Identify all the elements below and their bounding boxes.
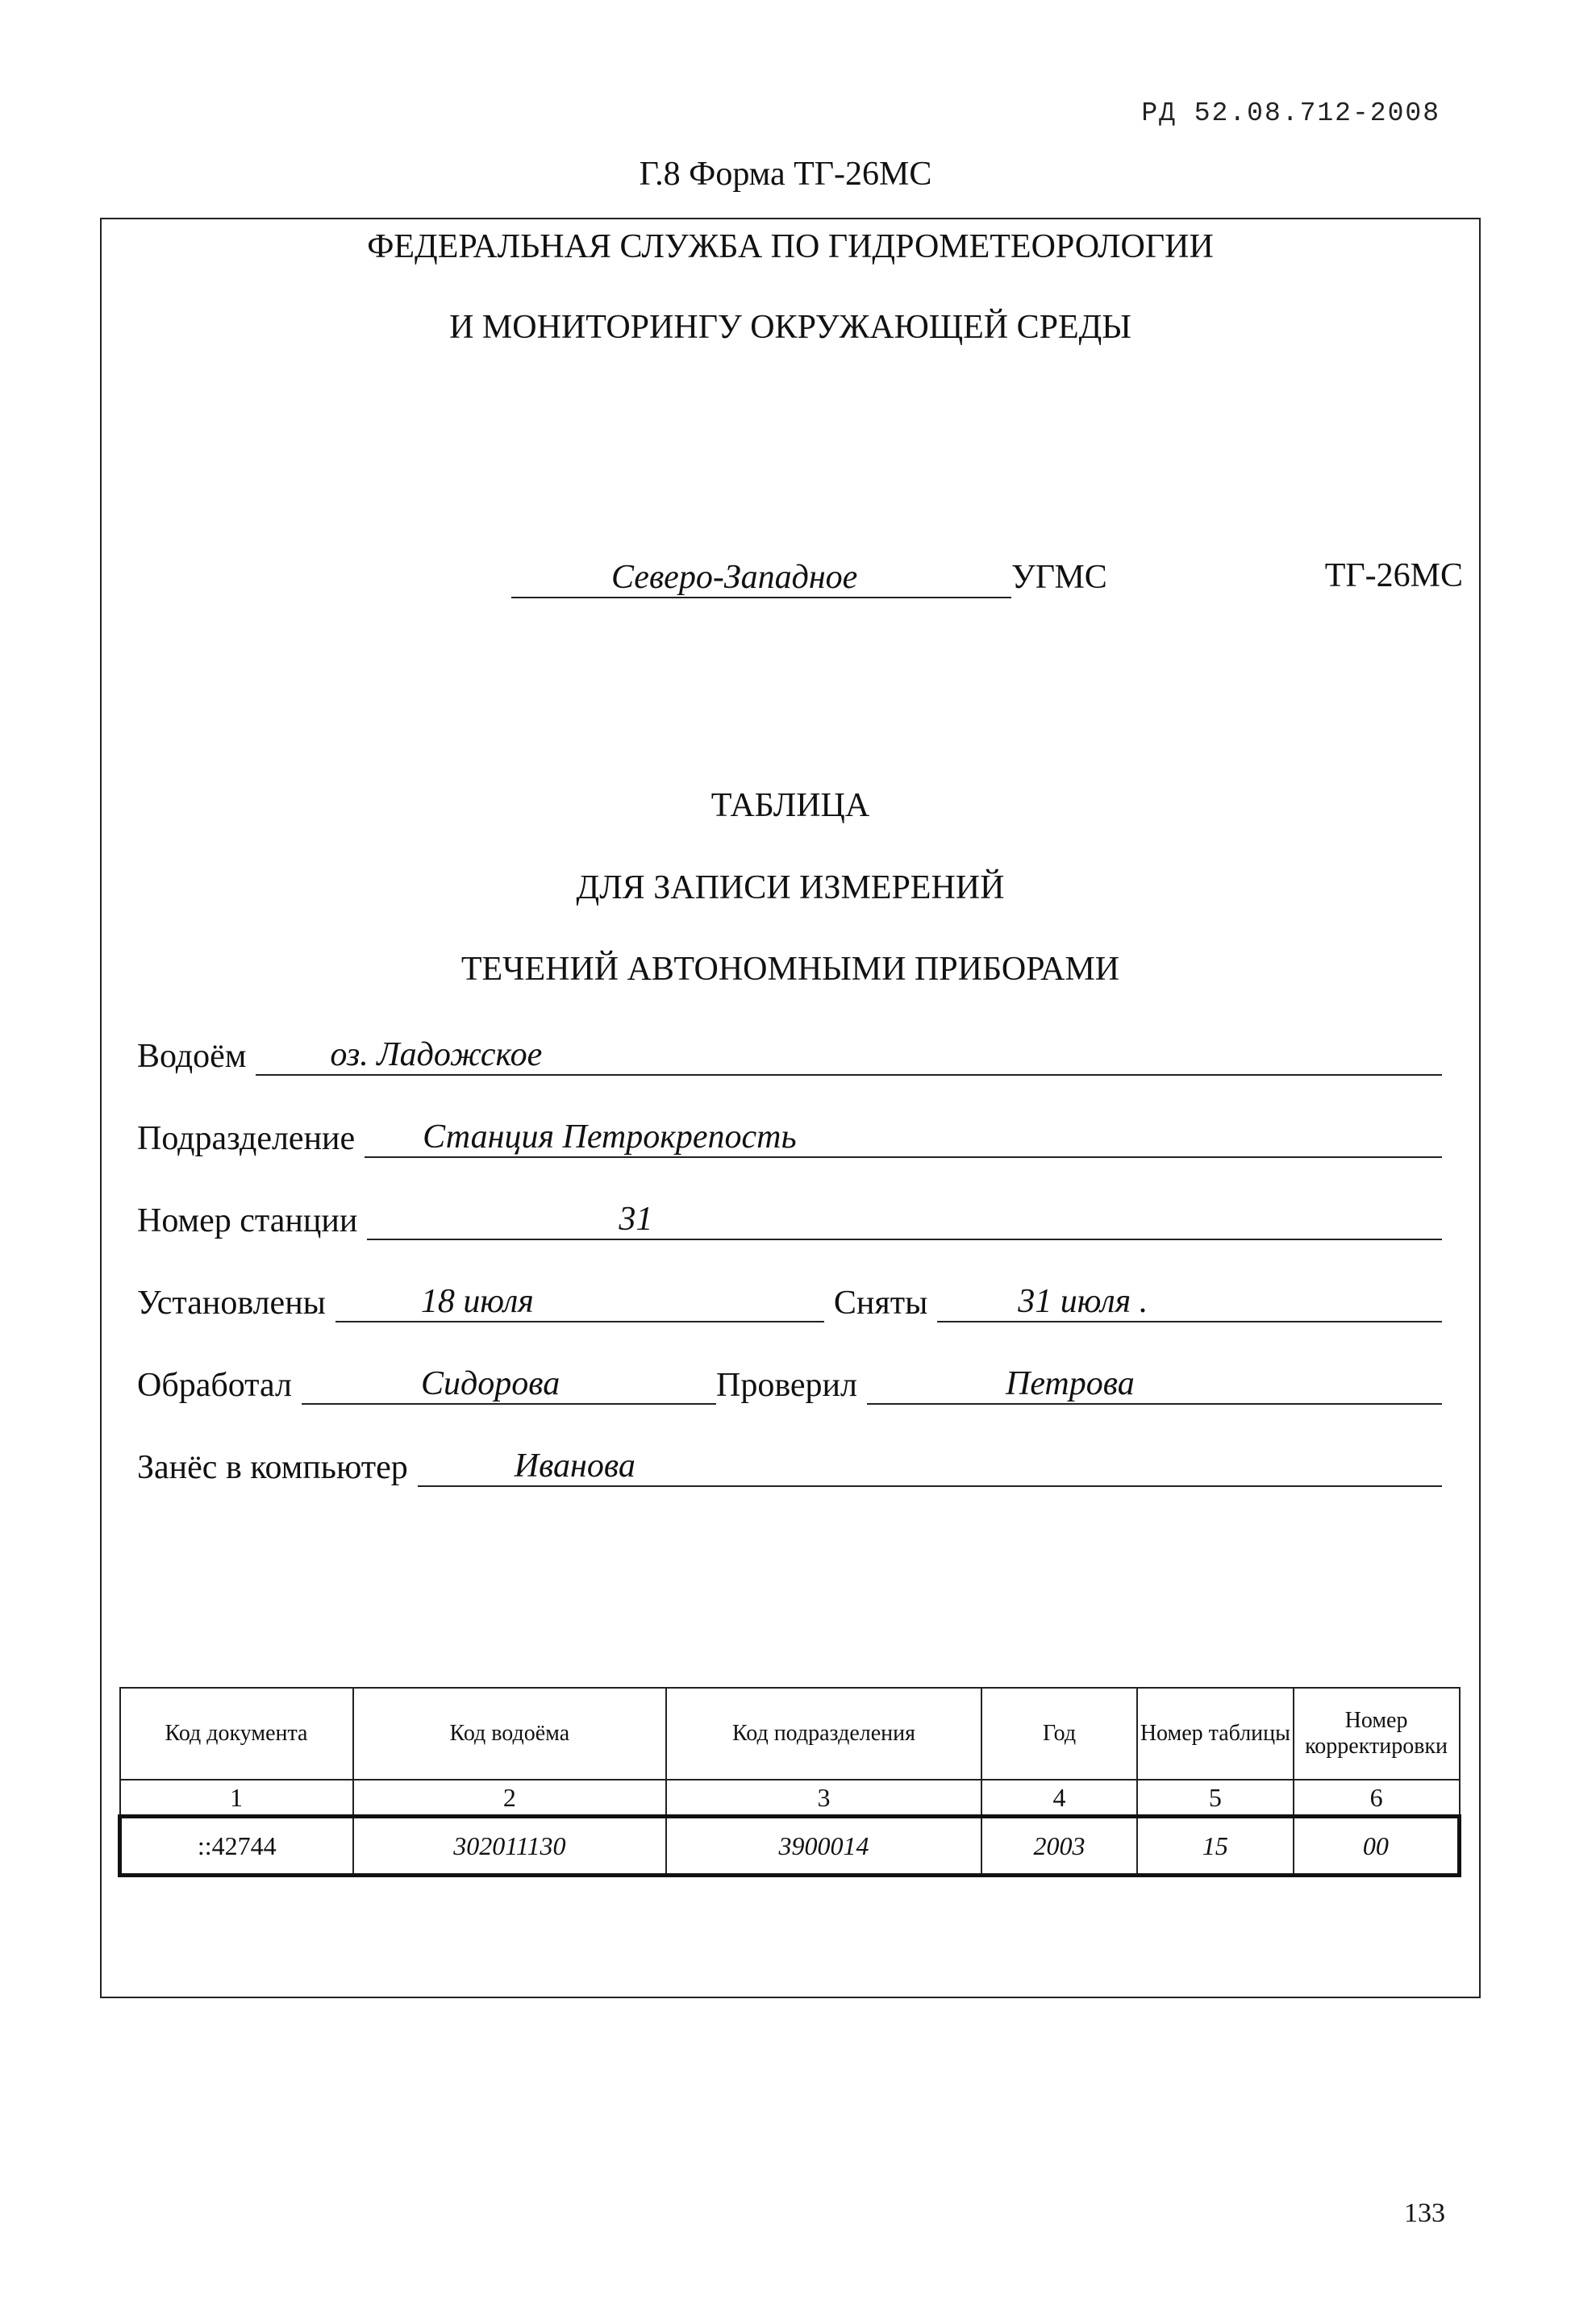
year-cell[interactable]: 2003 (981, 1817, 1137, 1876)
agency-line-1: ФЕДЕРАЛЬНАЯ СЛУЖБА ПО ГИДРОМЕТЕОРОЛОГИИ (367, 228, 1214, 265)
number-cell: 2 (353, 1780, 667, 1817)
title-line-2: ДЛЯ ЗАПИСИ ИЗМЕРЕНИЙ (576, 869, 1005, 906)
ugms-name: Северо-Западное (511, 556, 1011, 598)
header-cell: Номер таблицы (1137, 1688, 1293, 1780)
codes-table (118, 1687, 1461, 1877)
installed-label: Установлены (137, 1285, 326, 1322)
agency-line-2: И МОНИТОРИНГУ ОКРУЖАЮЩЕЙ СРЕДЫ (449, 309, 1131, 346)
document-code: РД 52.08.712-2008 (1141, 98, 1440, 128)
page-number: 133 (1404, 2198, 1445, 2228)
ugms-suffix: УГМС (1011, 559, 1107, 596)
form-title: Г.8 Форма ТГ-26МС (639, 156, 932, 193)
document-code-cell[interactable]: ::42744 (120, 1817, 353, 1876)
waterbody-code-cell[interactable]: 302011130 (353, 1817, 667, 1876)
correction-number-cell[interactable]: 00 (1294, 1817, 1460, 1876)
header-cell: Год (981, 1688, 1137, 1780)
number-cell: 5 (1137, 1780, 1293, 1817)
entered-label: Занёс в компьютер (137, 1449, 408, 1486)
division-code-cell[interactable]: 3900014 (666, 1817, 981, 1876)
division-row (137, 1113, 1442, 1158)
processed-row (137, 1360, 1442, 1405)
title-line-3: ТЕЧЕНИЙ АВТОНОМНЫМИ ПРИБОРАМИ (460, 951, 1120, 988)
entered-field[interactable]: Иванова (418, 1445, 1442, 1487)
header-cell: Код водоёма (353, 1688, 667, 1780)
division-label: Подразделение (137, 1120, 356, 1157)
division-field[interactable]: Станция Петрокрепость (365, 1116, 1442, 1158)
dates-row (137, 1277, 1442, 1322)
waterbody-field[interactable]: оз. Ладожское (256, 1034, 1442, 1076)
waterbody-label: Водоём (137, 1038, 247, 1075)
title-line-1: ТАБЛИЦА (710, 787, 870, 824)
codes-number-row (120, 1780, 1460, 1817)
codes-header-row (120, 1688, 1460, 1780)
removed-field[interactable]: 31 июля . (937, 1281, 1442, 1322)
station-label: Номер станции (137, 1202, 358, 1239)
checked-label: Проверил (716, 1367, 857, 1404)
waterbody-row (137, 1031, 1442, 1076)
station-row (137, 1195, 1442, 1240)
codes-value-row (120, 1817, 1460, 1876)
removed-label: Сняты (833, 1285, 928, 1322)
number-cell: 4 (981, 1780, 1137, 1817)
checked-field[interactable]: Петрова (867, 1363, 1442, 1405)
number-cell: 3 (666, 1780, 981, 1817)
entered-row (137, 1442, 1442, 1487)
station-number-field[interactable]: 31 (367, 1198, 1442, 1240)
header-cell: Код документа (120, 1688, 353, 1780)
form-code: ТГ-26МС (1324, 557, 1463, 594)
processed-label: Обработал (137, 1367, 292, 1404)
table-number-cell[interactable]: 15 (1137, 1817, 1293, 1876)
header-cell: Код подразделения (666, 1688, 981, 1780)
number-cell: 6 (1294, 1780, 1460, 1817)
number-cell: 1 (120, 1780, 353, 1817)
header-cell: Номер корректировки (1294, 1688, 1460, 1780)
ugms-row (511, 556, 1107, 598)
processed-field[interactable]: Сидорова (302, 1363, 716, 1405)
installed-field[interactable]: 18 июля (335, 1281, 824, 1322)
